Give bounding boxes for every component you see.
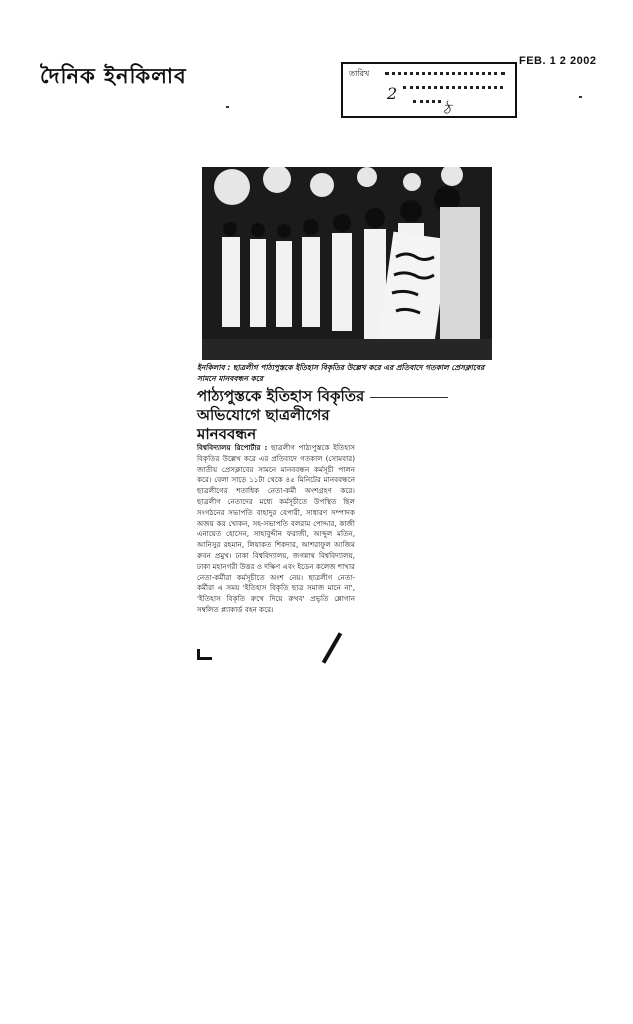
stamp-line bbox=[413, 100, 441, 109]
column-rule bbox=[370, 397, 448, 398]
article-text: ছাত্রলীগ পাঠ্যপুস্তকে ইতিহাস বিকৃতির উল্লেখ করে এর প্রতিবাদে গতকাল (সোমবার) জাতীয় প্রেসক্লাবের সামনে মানববন্ধন কর্মসূচী পালন করে। বেলা সাড়ে ১১টা থেকে ৪৫ মিনিটের মানববন্ধনে ছাত্রলীগের শতাধিক নেতা-কর্মী অংশগ্রহণ করে। ছাত্রলীগ নেতাদের মধ্যে কর্মসূচীতে উপস্থিত ছিল সংগঠনের সভাপতি বাহাদুর বেপারী, সাধারণ সম্পাদক অজয় কর খোকন, সহ-সভাপতি বলরাম পোদ্দার, কাজী এনায়েত হোসেন, সাহাবুদ্দীন ফরাজী, আব্দুল মতিন, আনিসুর রহমান, লিয়াকত শিকদার, আশরাফুল আজিম রুবন প্রমুখ। ঢাকা বিশ্ববিদ্যালয়, জগন্নাথ বিশ্ববিদ্যালয়, ঢাকা মহানগরী উত্তর ও দক্ষিণ এবং ইডেন কলেজ শাখার নেতা-কর্মীরা কর্মসূচীতে অংশ নেয়। ছাত্রলীগ নেতা-কর্মীরা এ সময় 'ইতিহাস বিকৃতি ছাত্র সমাজ মানে না', 'ইতিহাস বিকৃতি রুখে দিয়ে রুখব' প্রভৃতি শ্লোগান সম্বলিত প্ল্যাকার্ড বহন করে। bbox=[197, 443, 355, 614]
stamp-line bbox=[385, 72, 505, 81]
article-byline: বিশ্ববিদ্যালয় রিপোর্টার : bbox=[197, 443, 268, 452]
speck bbox=[579, 96, 582, 98]
archive-stamp bbox=[341, 62, 517, 118]
news-photo bbox=[202, 167, 492, 360]
stamp-label: তারিখ bbox=[349, 69, 370, 78]
stamp-mark: ঠ bbox=[443, 102, 451, 118]
stamp-line bbox=[403, 86, 503, 95]
stamp-mark: 2 bbox=[387, 84, 398, 103]
article-headline: পাঠ্যপুস্তকে ইতিহাস বিকৃতির অভিযোগে ছাত্রলীগের মানববন্ধন bbox=[197, 387, 365, 443]
article-body bbox=[197, 443, 355, 616]
speck bbox=[226, 106, 229, 108]
clipping-corner-mark bbox=[197, 649, 212, 660]
photo-illustration bbox=[202, 167, 492, 360]
masthead: দৈনিক ইনকিলাব bbox=[40, 64, 187, 88]
pen-mark bbox=[322, 632, 342, 663]
date-stamp: FEB. 1 2 2002 bbox=[519, 55, 597, 67]
photo-caption: ইনকিলাব : ছাত্রলীগ পাঠ্যপুস্তকে ইতিহাস বিকৃতির উল্লেখ করে এর প্রতিবাদে গতকাল প্রেসক্লাবের সামনে মানববন্ধন করে bbox=[197, 363, 485, 383]
